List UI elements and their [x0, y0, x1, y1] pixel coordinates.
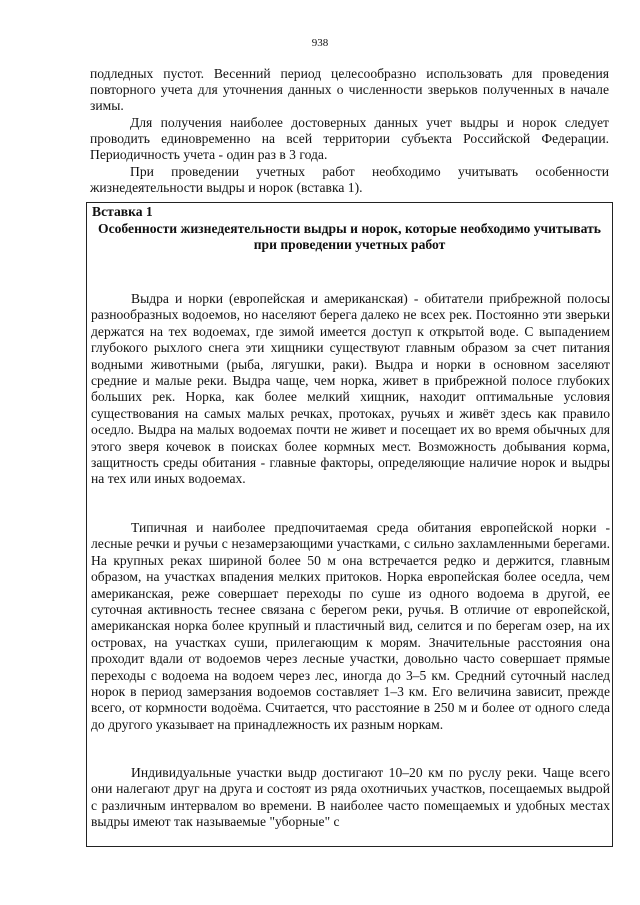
inset-title — [97, 221, 602, 253]
inset-paragraph-3: Индивидуальные участки выдр достигают 10–20 км по руслу реки. Чаще всего они налегают друг на друга и состоят из ряда охотничьих участков, посещаемых выдрой с различным интервалом во времени. В наиболее часто помещаемых и удобных местах выдры имеют так называемые "уборные" с — [91, 765, 610, 830]
inset-box — [86, 202, 613, 847]
inset-paragraph-2: Типичная и наиболее предпочитаемая среда обитания европейской норки - лесные речки и ручьи с незамерзающими участками, с сильно захламленными берегами. На крупных реках шириной более 50 м она встречается редко и держится, главным образом, на участках впадения мелких притоков. Норка европейская более оседла, чем американская, реже совершает переходы по суше из одного водоема в другой, ее суточная активность теснее связана с берегом реки, ручья. В отличие от европейской, американская норка более крупный и пластичный вид, селится и по берегам озер, на их островах, на участках суши, прилегающим к морям. Значительные расстояния она проходит вдали от водоемов через лесные участки, довольно часто совершает прямые переходы с водоема на водоем через лес, иногда до 3–5 км. Средний суточный наслед норок в период замерзания водоемов составляет 1–3 км. Его величина зависит, прежде всего, от кормности водоёма. Считается, что расстояние в 250 м и более от одного следа до другого указывает на принадлежность их разным норкам. — [91, 520, 610, 732]
inset-paragraph-1: Выдра и норки (европейская и американская) - обитатели прибрежной полосы разнообразных водоемов, но населяют берега далеко не всех рек. Постоянно эти зверьки держатся на тех водоемах, где зимой имеется доступ к открытой воде. С выпадением глубокого рыхлого снега эти хищники существуют главным образом за счет питания водными животными (рыба, лягушки, раки). Выдра и норки в основном заселяют средние и малые реки. Выдра чаще, чем норка, живет в прибрежной полосе глубоких больших рек. Норка, как более мелкий хищник, находит оптимальные условия существования на самых малых речках, протоках, ручьях и живёт здесь как правило оседло. Выдра на малых водоемах почти не живет и посещает их во время обычных для этого зверя кочевок в поисках более кормных мест. Возможность добывания корма, защитность среды обитания - главные факторы, определяющие наличие норок и выдры на тех или иных водоемах. — [91, 291, 610, 487]
page-number: 938 — [311, 37, 329, 49]
intro-paragraph-3: При проведении учетных работ необходимо учитывать особенности жизнедеятельности выдры и норок (вставка 1). — [90, 164, 609, 195]
inset-label: Вставка 1 — [92, 204, 153, 219]
intro-paragraph-2: Для получения наиболее достоверных данных учет выдры и норок следует проводить единовременно на всей территории субъекта Российской Федерации. Периодичность учета - один раз в 3 года. — [90, 115, 609, 162]
intro-paragraph-1: подледных пустот. Весенний период целесообразно использовать для проведения повторного учета для уточнения данных о численности зверьков полученных в начале зимы. — [90, 66, 609, 113]
inset-title-line-1: Особенности жизнедеятельности выдры и норок, которые необходимо учитывать — [98, 221, 601, 236]
inset-title-line-2: при проведении учетных работ — [253, 237, 446, 252]
